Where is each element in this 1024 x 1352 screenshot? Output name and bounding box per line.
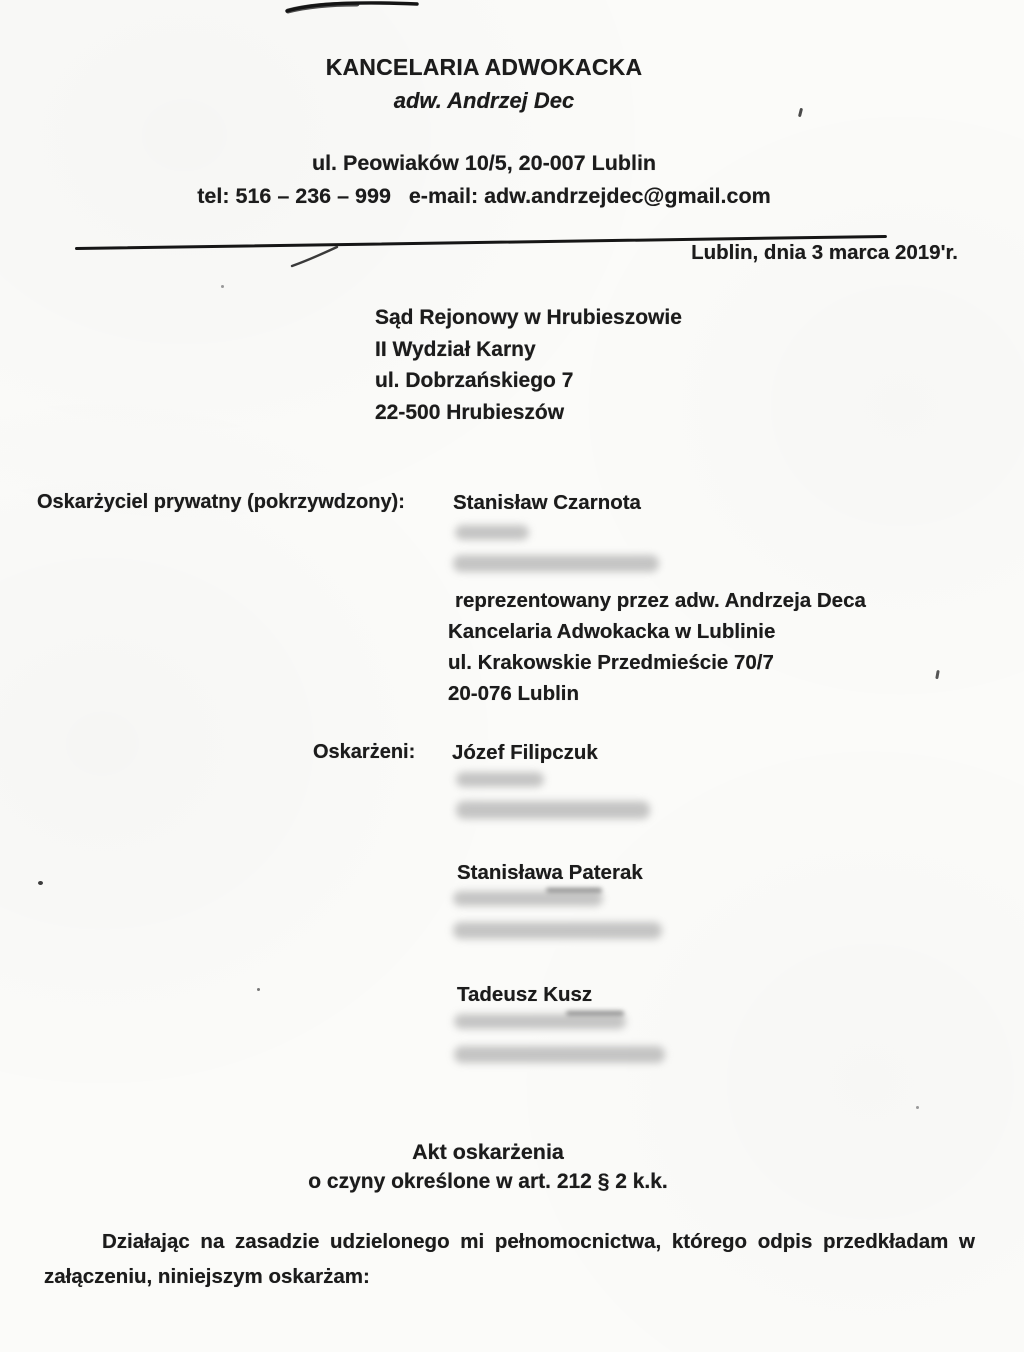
firm-name: KANCELARIA ADWOKACKA (325, 54, 643, 80)
prosecutor-label: Oskarżyciel prywatny (pokrzywdzony): (37, 491, 405, 513)
redacted-line (453, 891, 603, 906)
representation-line: 20-076 Lublin (448, 682, 580, 705)
body-paragraph (44, 1224, 975, 1294)
redacted-line (453, 922, 662, 939)
accused-name-1: Józef Filipczuk (452, 741, 598, 764)
recipient-block (375, 302, 682, 428)
representation-block (448, 585, 866, 709)
body-paragraph-line-1: Działając na zasadzie udzielonego mi pełnomocnictwa, którego odpis przedkładam w (102, 1230, 975, 1253)
prosecutor-name: Stanisław Czarnota (453, 491, 641, 514)
ink-speck (38, 881, 43, 885)
representation-line: reprezentowany przez adw. Andrzeja Deca (455, 589, 866, 612)
firm-address: ul. Peowiaków 10/5, 20-007 Lublin (311, 151, 657, 175)
recipient-line: II Wydział Karny (375, 337, 536, 361)
recipient-line: 22-500 Hrubieszów (375, 400, 565, 424)
body-paragraph-line-2: załączeniu, niniejszym oskarżam: (44, 1265, 370, 1288)
pen-stroke-artifact (289, 243, 341, 269)
redacted-line (456, 801, 650, 819)
accused-name-2: Stanisława Paterak (457, 861, 643, 884)
attorney-name: adw. Andrzej Dec (393, 88, 575, 113)
redacted-line (456, 772, 544, 787)
accused-label: Oskarżeni: (313, 741, 416, 763)
redacted-line (454, 1046, 665, 1063)
redacted-line (453, 555, 659, 572)
redacted-line (454, 1014, 626, 1029)
ink-speck (257, 988, 260, 991)
ink-speck (221, 285, 224, 288)
scan-artifact-top-stroke (285, 0, 425, 16)
ink-speck (935, 670, 939, 679)
recipient-line: ul. Dobrzańskiego 7 (375, 369, 574, 392)
date-line: Lublin, dnia 3 marca 2019'r. (691, 241, 958, 264)
document-subtitle: o czyny określone w art. 212 § 2 k.k. (308, 1170, 668, 1193)
ink-speck (916, 1106, 919, 1109)
recipient-line: Sąd Rejonowy w Hrubieszowie (375, 306, 682, 329)
representation-line: ul. Krakowskie Przedmieście 70/7 (448, 651, 774, 674)
accused-name-3: Tadeusz Kusz (457, 983, 593, 1006)
representation-line: Kancelaria Adwokacka w Lublinie (448, 620, 776, 643)
redacted-line (455, 525, 529, 540)
document-title: Akt oskarżenia (412, 1140, 564, 1164)
firm-contact: tel: 516 – 236 – 999 e-mail: adw.andrzejdec@gmail.com (197, 184, 771, 208)
